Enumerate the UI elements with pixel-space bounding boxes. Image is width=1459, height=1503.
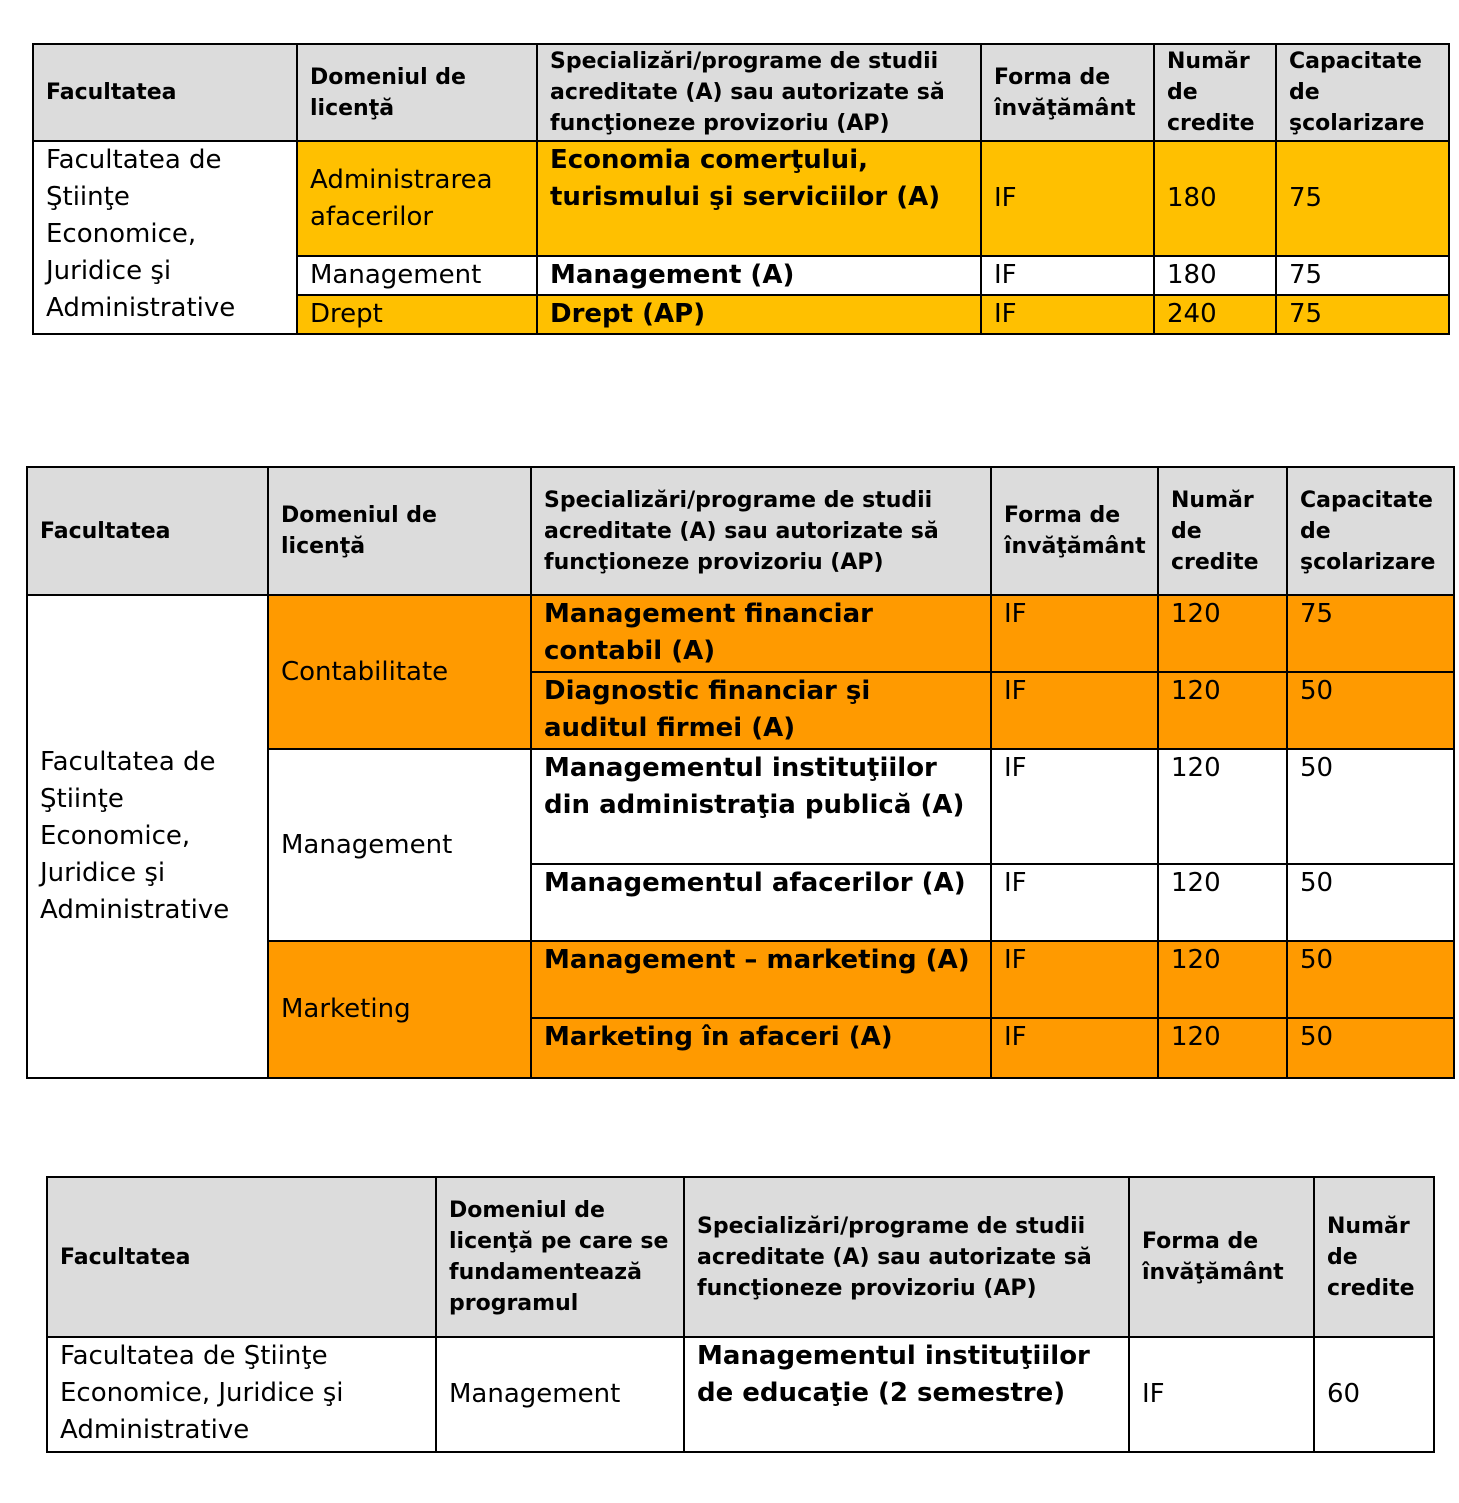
program-cell: Managementul instituţiilor de educaţie (2 semestre) bbox=[684, 1337, 1129, 1452]
header-credite: Număr de credite bbox=[1314, 1177, 1434, 1337]
program-cell: Management (A) bbox=[537, 256, 981, 295]
table-header-row bbox=[47, 1177, 1434, 1337]
credits-cell: 180 bbox=[1154, 141, 1276, 256]
header-specializari: Specializări/programe de studii acreditate (A) sau autorizate să funcţioneze provizoriu (AP) bbox=[531, 467, 991, 595]
domain-cell: Marketing bbox=[268, 941, 531, 1078]
capacity-cell: 75 bbox=[1287, 595, 1454, 672]
table-header-row bbox=[27, 467, 1454, 595]
table-programs-2 bbox=[26, 466, 1455, 1079]
credits-cell: 120 bbox=[1158, 672, 1287, 749]
form-cell: IF bbox=[1129, 1337, 1314, 1452]
credits-cell: 120 bbox=[1158, 864, 1287, 941]
header-forma: Forma de învăţământ bbox=[1129, 1177, 1314, 1337]
domain-cell: Management bbox=[268, 749, 531, 941]
table-programs-1 bbox=[32, 43, 1450, 335]
capacity-cell: 50 bbox=[1287, 672, 1454, 749]
header-forma: Forma de învăţământ bbox=[991, 467, 1158, 595]
form-cell: IF bbox=[991, 864, 1158, 941]
header-specializari: Specializări/programe de studii acreditate (A) sau autorizate să funcţioneze provizoriu (AP) bbox=[537, 44, 981, 141]
program-cell: Managementul afacerilor (A) bbox=[531, 864, 991, 941]
form-cell: IF bbox=[981, 141, 1154, 256]
credits-cell: 120 bbox=[1158, 749, 1287, 864]
program-cell: Marketing în afaceri (A) bbox=[531, 1018, 991, 1078]
credits-cell: 60 bbox=[1314, 1337, 1434, 1452]
domain-cell: Administrarea afacerilor bbox=[297, 141, 537, 256]
table-programs-3 bbox=[46, 1176, 1435, 1453]
program-cell: Diagnostic financiar şi auditul firmei (A) bbox=[531, 672, 991, 749]
form-cell: IF bbox=[991, 749, 1158, 864]
domain-cell: Management bbox=[436, 1337, 684, 1452]
program-cell: Managementul instituţiilor din administraţia publică (A) bbox=[531, 749, 991, 864]
header-domeniul: Domeniul de licenţă bbox=[268, 467, 531, 595]
header-facultatea: Facultatea bbox=[33, 44, 297, 141]
table-row bbox=[47, 1337, 1434, 1452]
capacity-cell: 50 bbox=[1287, 864, 1454, 941]
table-row bbox=[27, 595, 1454, 672]
program-cell: Management financiar contabil (A) bbox=[531, 595, 991, 672]
header-specializari: Specializări/programe de studii acreditate (A) sau autorizate să funcţioneze provizoriu (AP) bbox=[684, 1177, 1129, 1337]
header-domeniul: Domeniul de licenţă bbox=[297, 44, 537, 141]
faculty-cell: Facultatea de Ştiinţe Economice, Juridice şi Administrative bbox=[33, 141, 297, 334]
header-capacitate: Capacitate de şcolarizare bbox=[1276, 44, 1449, 141]
program-cell: Drept (AP) bbox=[537, 295, 981, 334]
header-credite: Număr de credite bbox=[1158, 467, 1287, 595]
form-cell: IF bbox=[981, 256, 1154, 295]
credits-cell: 120 bbox=[1158, 595, 1287, 672]
capacity-cell: 75 bbox=[1276, 256, 1449, 295]
credits-cell: 120 bbox=[1158, 941, 1287, 1018]
credits-cell: 240 bbox=[1154, 295, 1276, 334]
domain-cell: Drept bbox=[297, 295, 537, 334]
program-cell: Economia comerţului, turismului şi serviciilor (A) bbox=[537, 141, 981, 256]
capacity-cell: 50 bbox=[1287, 749, 1454, 864]
header-capacitate: Capacitate de şcolarizare bbox=[1287, 467, 1454, 595]
capacity-cell: 75 bbox=[1276, 141, 1449, 256]
table-header-row bbox=[33, 44, 1449, 141]
program-cell: Management – marketing (A) bbox=[531, 941, 991, 1018]
header-facultatea: Facultatea bbox=[27, 467, 268, 595]
credits-cell: 180 bbox=[1154, 256, 1276, 295]
header-forma: Forma de învăţământ bbox=[981, 44, 1154, 141]
header-domeniul: Domeniul de licenţă pe care se fundamentează programul bbox=[436, 1177, 684, 1337]
form-cell: IF bbox=[991, 672, 1158, 749]
capacity-cell: 50 bbox=[1287, 1018, 1454, 1078]
form-cell: IF bbox=[991, 595, 1158, 672]
capacity-cell: 75 bbox=[1276, 295, 1449, 334]
domain-cell: Contabilitate bbox=[268, 595, 531, 749]
header-facultatea: Facultatea bbox=[47, 1177, 436, 1337]
form-cell: IF bbox=[991, 941, 1158, 1018]
table-row bbox=[33, 141, 1449, 256]
faculty-cell: Facultatea de Ştiinţe Economice, Juridice şi Administrative bbox=[47, 1337, 436, 1452]
faculty-cell: Facultatea de Ştiinţe Economice, Juridice şi Administrative bbox=[27, 595, 268, 1078]
credits-cell: 120 bbox=[1158, 1018, 1287, 1078]
header-credite: Număr de credite bbox=[1154, 44, 1276, 141]
domain-cell: Management bbox=[297, 256, 537, 295]
capacity-cell: 50 bbox=[1287, 941, 1454, 1018]
form-cell: IF bbox=[981, 295, 1154, 334]
form-cell: IF bbox=[991, 1018, 1158, 1078]
